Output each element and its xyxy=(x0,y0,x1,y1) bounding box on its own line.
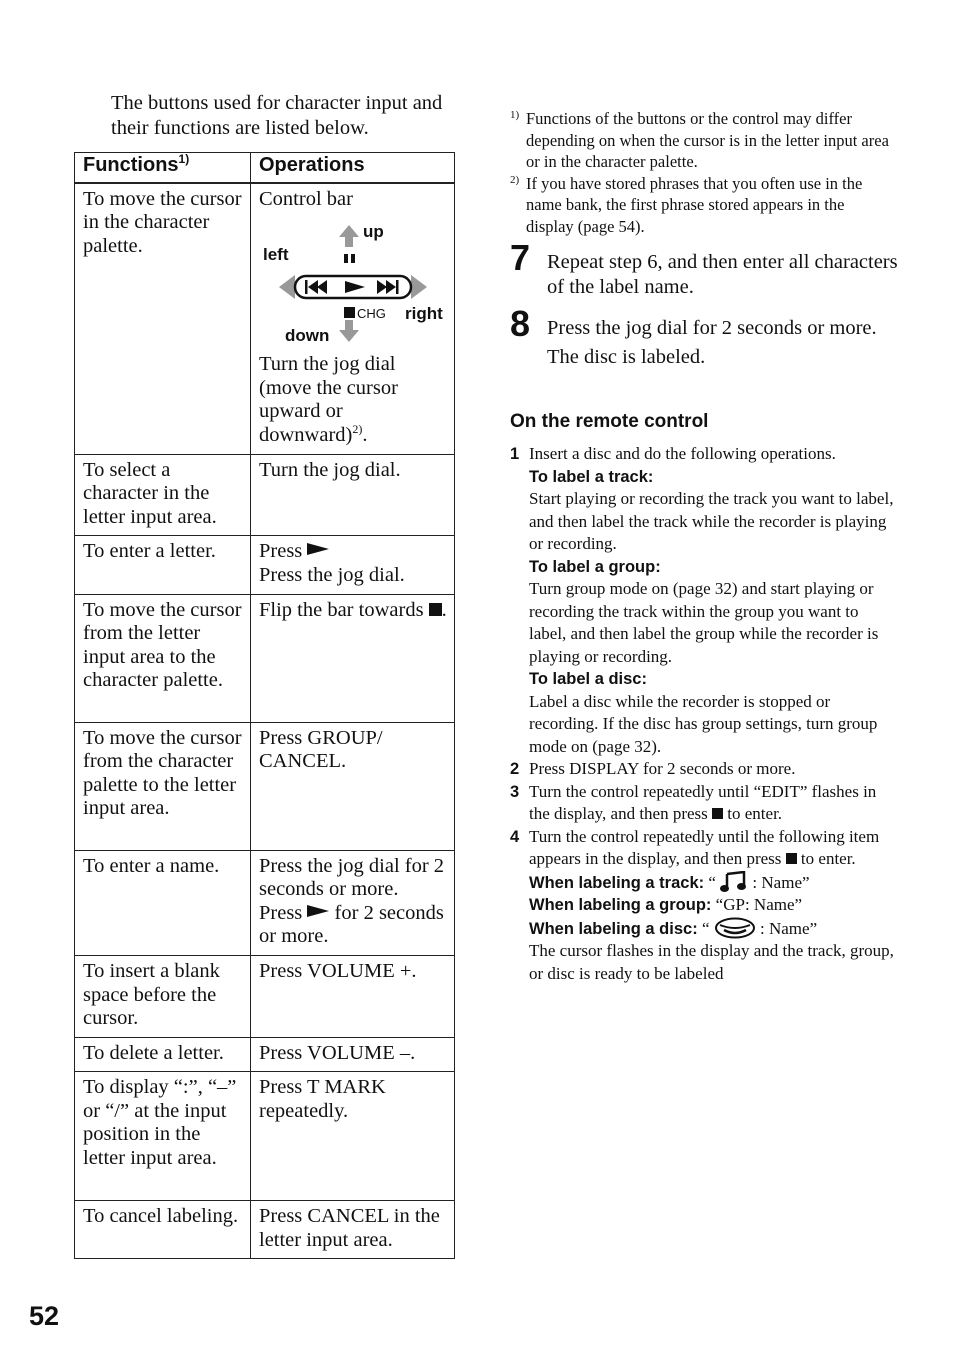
list-item: 3 Turn the control repeatedly until “EDIT” flashes in the display, and then press to enter. xyxy=(510,781,877,823)
table-row xyxy=(75,183,455,454)
operation-cell: Press VOLUME +. xyxy=(251,955,455,1037)
operation-cell: Control bar up left CHG right down Turn the jog dial (move the cursor upward or downward)$^{2)}$. xyxy=(251,183,455,454)
function-cell: To enter a name. xyxy=(75,850,251,955)
list-item: 1 Insert a disc and do the following operations. To label a track: Start playing or recording the track you want to label, and then label the track while the recorder is playing or recording. To label a group: Turn group mode on (page 32) and start playing or recording the track within the group you want to label, and then label the group while the recorder is playing or recording. To label a disc: Label a disc while the recorder is stopped or recording. If the disc has group settings, turn group mode on (page 32). xyxy=(510,444,894,756)
list-item: 4 Turn the control repeatedly until the following item appears in the display, and then press to enter. When labeling a track: “ : Name” When labeling a group: “GP: Name” When labeling a disc: “ : Name” The cursor flashes in the display and the track, group, or disc is ready to be labeled xyxy=(510,826,894,983)
music-note-icon xyxy=(720,871,748,893)
step-number: 8 xyxy=(510,303,531,344)
function-cell: To move the cursor in the character palette. xyxy=(75,183,251,454)
pause-icon xyxy=(344,254,348,263)
operation-cell: Flip the bar towards . xyxy=(251,594,455,722)
stop-icon xyxy=(429,603,442,616)
table-row xyxy=(75,536,455,594)
table-row xyxy=(75,955,455,1037)
stop-icon xyxy=(786,853,797,864)
step-result: The disc is labeled. xyxy=(547,346,706,368)
up-label: up xyxy=(363,222,384,242)
header-functions: Functions$^{1)}$ xyxy=(75,153,251,183)
disc-icon xyxy=(714,917,756,939)
table-row xyxy=(75,1072,455,1201)
chg-label: CHG xyxy=(357,306,386,322)
step-text: Repeat step 6, and then enter all characters of the label name. xyxy=(547,251,898,298)
footnote: 1) Functions of the buttons or the control may differ depending on when the cursor is in the letter input area or in the character palette. xyxy=(510,109,889,171)
intro-text: The buttons used for character input and their functions are listed below. xyxy=(111,92,443,139)
footnotes xyxy=(510,108,895,237)
step-8 xyxy=(510,303,900,370)
left-arrow-icon xyxy=(279,275,295,299)
control-bar-diagram xyxy=(259,217,449,345)
play-icon xyxy=(307,543,329,555)
operation-cell: Turn the jog dial. xyxy=(251,454,455,536)
step-7 xyxy=(510,237,900,300)
play-icon xyxy=(307,905,329,917)
operation-cell: Press CANCEL in the letter input area. xyxy=(251,1201,455,1259)
operation-cell: Press GROUP/ CANCEL. xyxy=(251,722,455,850)
right-label: right xyxy=(405,304,443,324)
table-row xyxy=(75,1201,455,1259)
section-heading: On the remote control xyxy=(510,411,709,432)
function-cell: To move the cursor from the character palette to the letter input area. xyxy=(75,722,251,850)
table-row xyxy=(75,454,455,536)
down-label: down xyxy=(285,326,330,346)
function-cell: To delete a letter. xyxy=(75,1037,251,1072)
page-number: 52 xyxy=(29,1301,60,1331)
down-arrow-icon xyxy=(339,320,359,342)
operation-cell: Press T MARK repeatedly. xyxy=(251,1072,455,1201)
right-arrow-icon xyxy=(411,275,427,299)
list-item: 2 Press DISPLAY for 2 seconds or more. xyxy=(510,759,796,778)
stop-icon xyxy=(344,307,355,318)
footnote: 2) If you have stored phrases that you often use in the name bank, the first phrase stored appears in the display (page 54). xyxy=(510,173,863,236)
function-cell: To display “:”, “–” or “/” at the input position in the letter input area. xyxy=(75,1072,251,1201)
function-cell: To move the cursor from the letter input area to the character palette. xyxy=(75,594,251,722)
functions-table xyxy=(74,152,455,1259)
table-row xyxy=(75,594,455,722)
remote-steps xyxy=(510,443,900,985)
left-label: left xyxy=(263,245,289,265)
function-cell: To cancel labeling. xyxy=(75,1201,251,1259)
step-text: Press the jog dial for 2 seconds or more. xyxy=(547,317,877,339)
table-row xyxy=(75,722,455,850)
operation-cell: Press the jog dial for 2 seconds or more. Press for 2 seconds or more. xyxy=(251,850,455,955)
header-operations: Operations xyxy=(251,153,455,183)
table-header-row xyxy=(75,153,455,183)
table-row xyxy=(75,1037,455,1072)
function-cell: To insert a blank space before the cursor. xyxy=(75,955,251,1037)
function-cell: To enter a letter. xyxy=(75,536,251,594)
function-cell: To select a character in the letter input area. xyxy=(75,454,251,536)
operation-cell: Press VOLUME –. xyxy=(251,1037,455,1072)
operation-cell: Press Press the jog dial. xyxy=(251,536,455,594)
table-row xyxy=(75,850,455,955)
stop-icon xyxy=(712,808,723,819)
step-number: 7 xyxy=(510,237,531,278)
up-arrow-icon xyxy=(339,225,359,247)
